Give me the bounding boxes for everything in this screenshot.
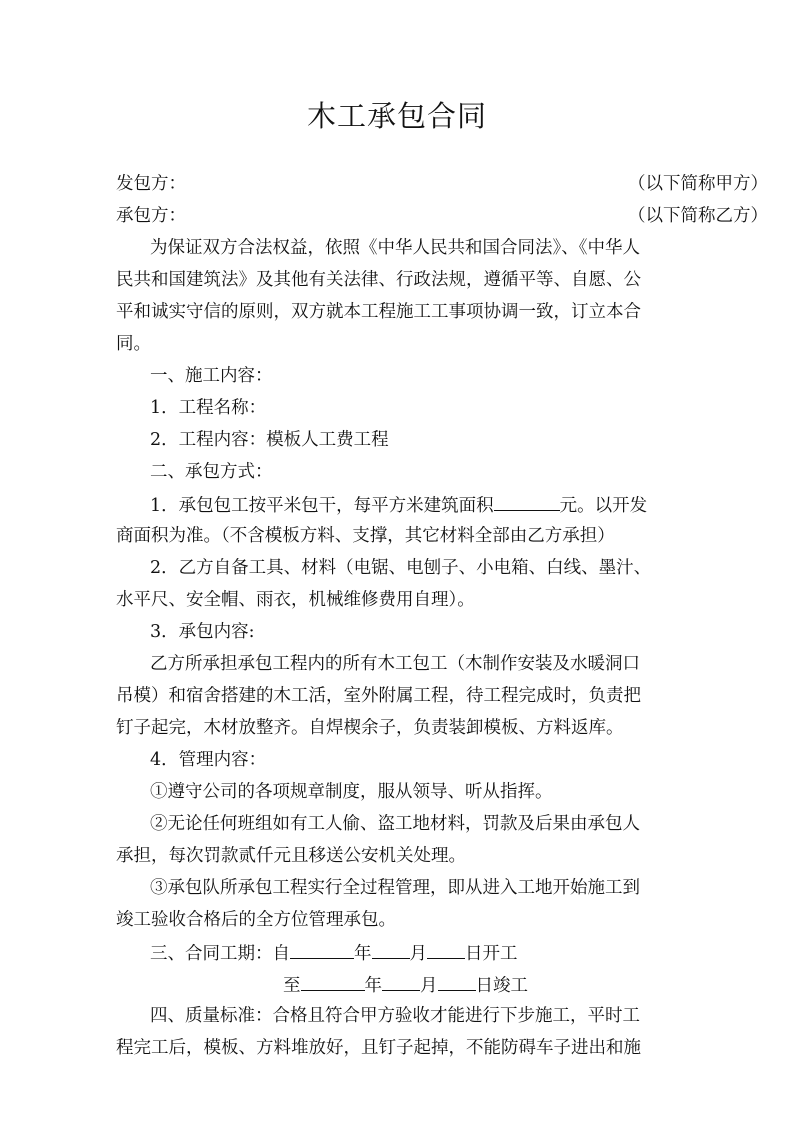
contract-mode-item-1 [150,492,682,518]
scope-heading: 3．承包内容: [150,622,255,642]
project-name-item: 1．工程名称： [150,398,267,418]
intro-line: 为保证双方合法权益，依照《中华人民共和国合同法》、《中华人 [150,238,640,258]
intro-line: 同。 [116,334,151,354]
year-label: 年 [364,976,382,996]
rule-2: ②无论任何班组如有工人偷、盗工地材料，罚款及后果由承包人 [150,814,640,834]
year-label: 年 [354,944,372,964]
scope-line: 吊模）和宿舍搭建的木工活，室外附属工程，待工程完成时，负责把 [116,686,641,706]
period-end-line [283,972,682,998]
month-label: 月 [420,976,438,996]
month-label: 月 [409,944,427,964]
scope-line: 钉子起完，木材放整齐。自焊楔余子，负责装卸模板、方料返库。 [116,718,624,738]
management-heading: 4．管理内容： [150,750,267,770]
contractor-line [116,204,768,228]
contract-mode-item-2-cont: 水平尺、安全帽、雨衣，机械维修费用自理）。 [116,590,475,610]
contractor-label: 承包方： [116,206,186,226]
start-year-blank [290,940,354,959]
contract-mode-text-a: 1．承包包工按平米包干，每平方米建筑面积 [150,496,494,516]
project-content-item: 2．工程内容：模板人工费工程 [150,430,389,450]
period-heading: 三、合同工期：自 [150,944,290,964]
start-suffix: 日开工 [465,944,518,964]
rule-1: ①遵守公司的各项规章制度，服从领导、听从指挥。 [150,782,553,802]
section2-heading: 二、承包方式： [150,462,273,482]
start-day-blank [427,940,465,959]
contractor-note: （以下简称乙方） [628,206,768,226]
contract-mode-item-1-cont: 商面积为准。（不含模板方料、支撑，其它材料全部由乙方承担） [116,526,615,546]
end-suffix: 日竣工 [475,976,528,996]
end-day-blank [438,972,476,991]
contract-mode-item-2: 2．乙方自备工具、材料（电锯、电刨子、小电箱、白线、墨汁、 [150,558,652,578]
quality-line: 四、质量标准：合格且符合甲方验收才能进行下步施工，平时工 [150,1006,640,1026]
quality-line-cont: 程完工后，模板、方料堆放好，且钉子起掉，不能防碍车子进出和施 [116,1038,641,1058]
section1-heading: 一、施工内容： [150,366,273,386]
employer-line [116,172,768,196]
price-blank [494,492,560,511]
intro-line: 民共和国建筑法》及其他有关法律、行政法规，遵循平等、自愿、公 [116,270,641,290]
intro-line: 平和诚实守信的原则，双方就本工程施工工事项协调一致，订立本合 [116,302,641,322]
rule-2-cont: 承担，每次罚款贰仟元且移送公安机关处理。 [116,846,466,866]
start-month-blank [372,940,410,959]
contract-mode-text-b: 元。以开发 [559,496,648,516]
end-year-blank [301,972,365,991]
to-label: 至 [283,976,301,996]
period-start-line [150,940,682,966]
rule-3-cont: 竣工验收合格后的全方位管理承包。 [116,910,396,930]
rule-3: ③承包队所承包工程实行全过程管理，即从进入工地开始施工到 [150,878,640,898]
end-month-blank [382,972,420,991]
document-title: 木工承包合同 [306,99,487,133]
employer-label: 发包方： [116,174,186,194]
employer-note: （以下简称甲方） [628,174,768,194]
scope-line: 乙方所承担承包工程内的所有木工包工（木制作安装及水暖洞口 [150,654,640,674]
